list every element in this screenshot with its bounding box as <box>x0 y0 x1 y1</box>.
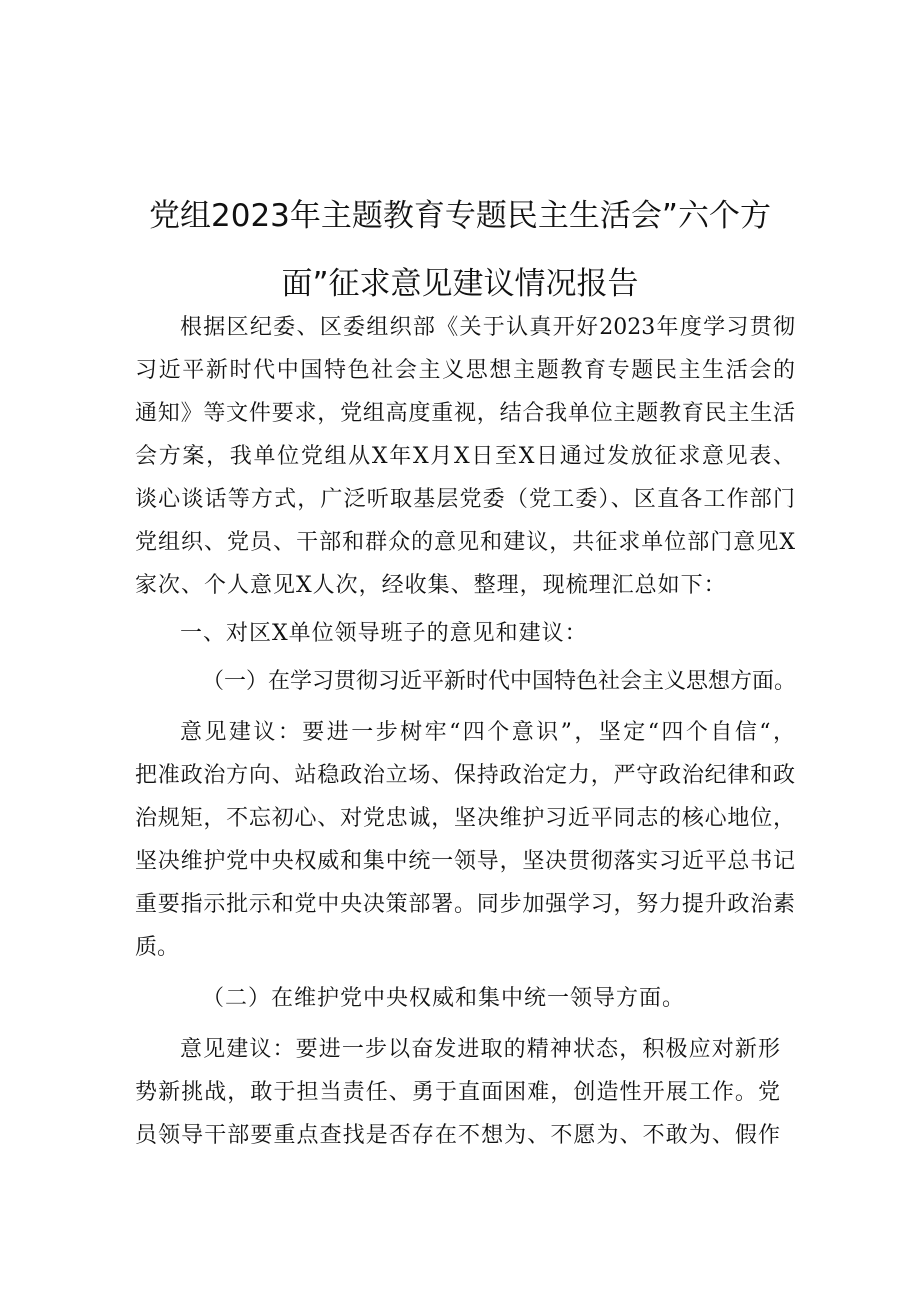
paragraph-1-line-2: 习近平新时代中国特色社会主义思想主题教育专题民主生活会的 <box>135 358 795 383</box>
paragraph-1-line-3: 通知》等文件要求，党组高度重视，结合我单位主题教育民主生活 <box>135 401 795 426</box>
opinion-1-line-3: 治规矩，不忘初心、对党忠诚，坚决维护习近平同志的核心地位， <box>135 806 795 831</box>
subsection-heading-2: （二）在维护党中央权威和集中统一领导方面。 <box>202 986 686 1011</box>
opinion-2-line-2: 势新挑战，敢于担当责任、勇于直面困难，创造性开展工作。党 <box>135 1080 780 1105</box>
document-title-line-1: 党组2023年主题教育专题民主生活会”六个方 <box>149 198 771 234</box>
paragraph-1-line-6: 党组织、党员、干部和群众的意见和建议，共征求单位部门意见X <box>135 530 795 555</box>
opinion-1-line-6: 质。 <box>135 935 180 960</box>
opinion-1-line-1: 意见建议：要进一步树牢“四个意识”，坚定“四个自信“， <box>180 720 795 745</box>
document-title-line-2: 面”征求意见建议情况报告 <box>281 266 639 302</box>
section-heading-1: 一、对区X单位领导班子的意见和建议： <box>180 621 588 646</box>
opinion-1-line-5: 重要指示批示和党中央决策部署。同步加强学习，努力提升政治素 <box>135 892 795 917</box>
paragraph-1-line-7: 家次、个人意见X人次，经收集、整理，现梳理汇总如下： <box>135 573 727 598</box>
opinion-1-line-4: 坚决维护党中央权威和集中统一领导，坚决贯彻落实习近平总书记 <box>135 849 795 874</box>
opinion-2-line-1: 意见建议：要进一步以奋发进取的精神状态，积极应对新形 <box>180 1037 780 1062</box>
opinion-2-line-3: 员领导干部要重点查找是否存在不想为、不愿为、不敢为、假作 <box>135 1123 780 1148</box>
paragraph-1-line-4: 会方案，我单位党组从X年X月X日至X日通过发放征求意见表、 <box>135 444 795 469</box>
opinion-1-line-2: 把准政治方向、站稳政治立场、保持政治定力，严守政治纪律和政 <box>135 763 795 788</box>
paragraph-1-line-5: 谈心谈话等方式，广泛听取基层党委（党工委）、区直各工作部门 <box>135 487 795 512</box>
subsection-heading-1: （一）在学习贯彻习近平新时代中国特色社会主义思想方面。 <box>202 669 797 694</box>
paragraph-1-line-1: 根据区纪委、区委组织部《关于认真开好2023年度学习贯彻 <box>180 315 795 340</box>
